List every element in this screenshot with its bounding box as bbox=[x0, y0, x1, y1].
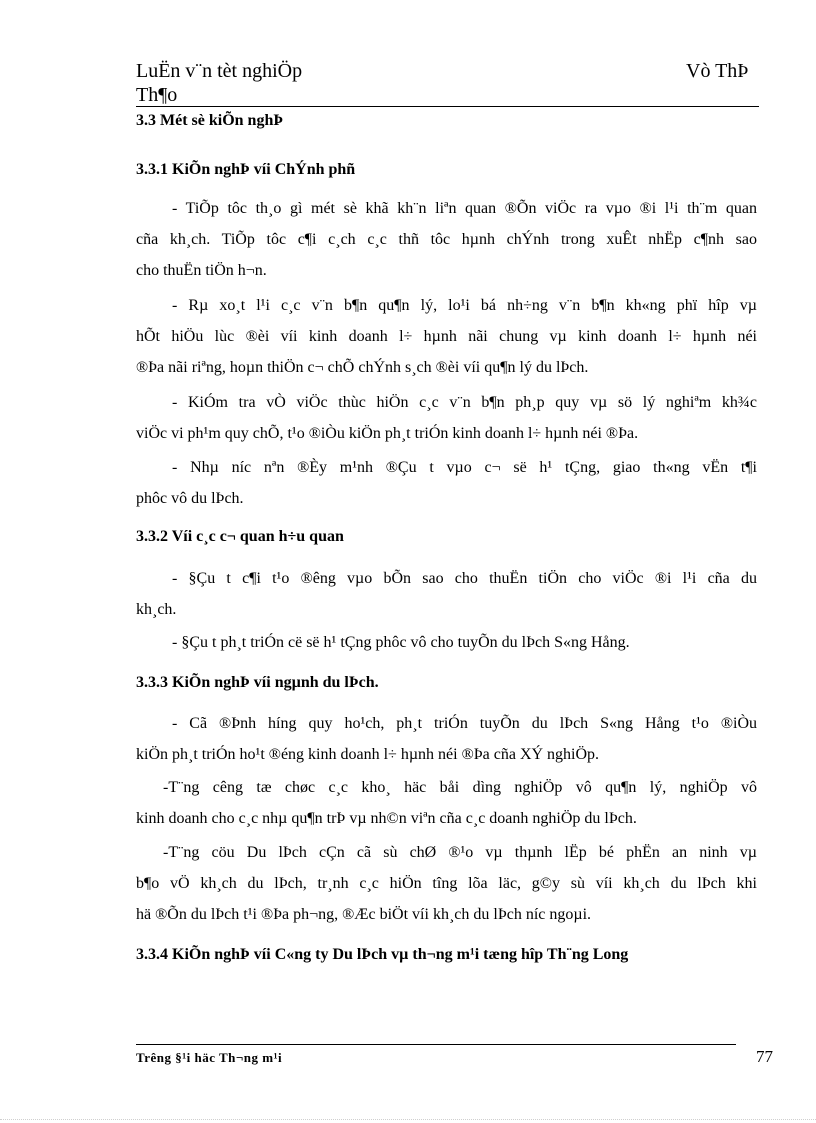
text-line: - §Çu t c¶i t¹o ®êng vµo bÕn sao cho thuËn tiÖn cho viÖc ®i l¹i cña du bbox=[172, 570, 757, 587]
text-line: hä ®Õn du lÞch t¹i ®Þa ph¬ng, ®Æc biÖt víi kh¸ch du lÞch níc ngoµi. bbox=[136, 906, 592, 923]
text-line: b¶o vÖ kh¸ch du lÞch, tr¸nh c¸c hiÖn tîng lõa läc, g©y sù víi kh¸ch du lÞch khi bbox=[136, 875, 757, 892]
text-line: kinh doanh cho c¸c nhµ qu¶n trÞ vµ nh©n viªn cña c¸c doanh nghiÖp du lÞch. bbox=[136, 810, 637, 827]
paragraph bbox=[136, 627, 757, 658]
text-line: viÖc vi ph¹m quy chÕ, t¹o ®iÒu kiÖn ph¸t triÓn kinh doanh l÷ hµnh néi ®Þa. bbox=[136, 425, 639, 442]
text-line: - KiÓm tra vÒ viÖc thùc hiÖn c¸c v¨n b¶n ph¸p quy vµ sö lý nghiªm kh¾c bbox=[172, 394, 757, 411]
text-line: - Nhµ níc nªn ®Èy m¹nh ®Çu t vµo c¬ së h¹ tÇng, giao th«ng vËn t¶i bbox=[172, 459, 757, 476]
section-3-3-1-heading: 3.3.1 KiÕn nghÞ víi ChÝnh phñ bbox=[136, 161, 356, 178]
paragraph-continued bbox=[136, 418, 757, 449]
paragraph bbox=[136, 387, 757, 418]
text-line: cña kh¸ch. TiÕp tôc c¶i c¸ch c¸c thñ tôc hµnh chÝnh trong xuÊt nhËp c¶nh sao bbox=[136, 231, 757, 248]
text-line: phôc vô du lÞch. bbox=[136, 490, 244, 507]
paragraph-continued bbox=[136, 803, 757, 834]
text-line: ®Þa nãi riªng, hoµn thiÖn c¬ chÕ chÝnh s¸ch ®èi víi qu¶n lý du lÞch. bbox=[136, 359, 589, 376]
paragraph-continued bbox=[136, 224, 757, 286]
text-line: -T¨ng cöu Du lÞch cÇn cã sù chØ ®¹o vµ thµnh lËp bé phËn an ninh vµ bbox=[163, 844, 757, 861]
footer-institution: Trêng §¹i häc Th¬ng m¹i bbox=[136, 1050, 283, 1065]
text-line: hÕt hiÖu lùc ®èi víi kinh doanh l÷ hµnh nãi chung vµ kinh doanh l÷ hµnh néi bbox=[136, 328, 757, 345]
paragraph-continued bbox=[136, 594, 757, 625]
text-line: - Rµ xo¸t l¹i c¸c v¨n b¶n qu¶n lý, lo¹i bá nh÷ng v¨n b¶n kh«ng phï hîp vµ bbox=[172, 297, 757, 314]
text-line: - Cã ®Þnh híng quy ho¹ch, ph¸t triÓn tuyÕn du lÞch S«ng Hång t¹o ®iÒu bbox=[172, 715, 757, 732]
paragraph-continued bbox=[136, 321, 757, 383]
header-title-line2: Th¶o bbox=[136, 84, 178, 106]
section-3-3-2-heading: 3.3.2 Víi c¸c c¬ quan h÷u quan bbox=[136, 528, 344, 545]
page-edge-dotted-line bbox=[0, 1119, 816, 1120]
paragraph-continued bbox=[136, 868, 757, 930]
paragraph-continued bbox=[136, 739, 757, 770]
paragraph bbox=[136, 452, 757, 483]
header-left bbox=[136, 59, 302, 107]
text-line: - §Çu t ph¸t triÓn cë së h¹ tÇng phôc vô cho tuyÕn du lÞch S«ng Hång. bbox=[172, 634, 630, 651]
section-3-3-heading: 3.3 Mét sè kiÕn nghÞ bbox=[136, 112, 284, 129]
text-line: cho thuËn tiÖn h¬n. bbox=[136, 262, 267, 279]
text-line: kh¸ch. bbox=[136, 601, 177, 618]
paragraph bbox=[136, 837, 757, 868]
paragraph bbox=[136, 563, 757, 594]
page-number: 77 bbox=[756, 1047, 773, 1066]
paragraph bbox=[136, 772, 757, 803]
paragraph bbox=[136, 193, 757, 224]
header-author: Vò ThÞ bbox=[686, 60, 749, 82]
text-line: kiÖn ph¸t triÓn ho¹t ®éng kinh doanh l÷ hµnh néi ®Þa cña XÝ nghiÖp. bbox=[136, 746, 600, 763]
paragraph-continued bbox=[136, 483, 757, 514]
header-title-line1: LuËn v¨n tèt nghiÖp bbox=[136, 60, 303, 82]
text-line: - TiÕp tôc th¸o gì mét sè khã kh¨n liªn quan ®Õn viÖc ra vµo ®i l¹i th¨m quan bbox=[172, 200, 757, 217]
paragraph bbox=[136, 708, 757, 739]
text-line: -T¨ng cêng tæ chøc c¸c kho¸ häc båi dìng nghiÖp vô qu¶n lý, nghiÖp vô bbox=[163, 779, 757, 796]
section-3-3-3-heading: 3.3.3 KiÕn nghÞ víi ngµnh du lÞch. bbox=[136, 674, 379, 691]
paragraph bbox=[136, 290, 757, 321]
footer-divider bbox=[136, 1044, 736, 1045]
header-divider bbox=[136, 106, 759, 107]
section-3-3-4-heading: 3.3.4 KiÕn nghÞ víi C«ng ty Du lÞch vµ th¬ng m¹i tæng hîp Th¨ng Long bbox=[136, 946, 629, 963]
